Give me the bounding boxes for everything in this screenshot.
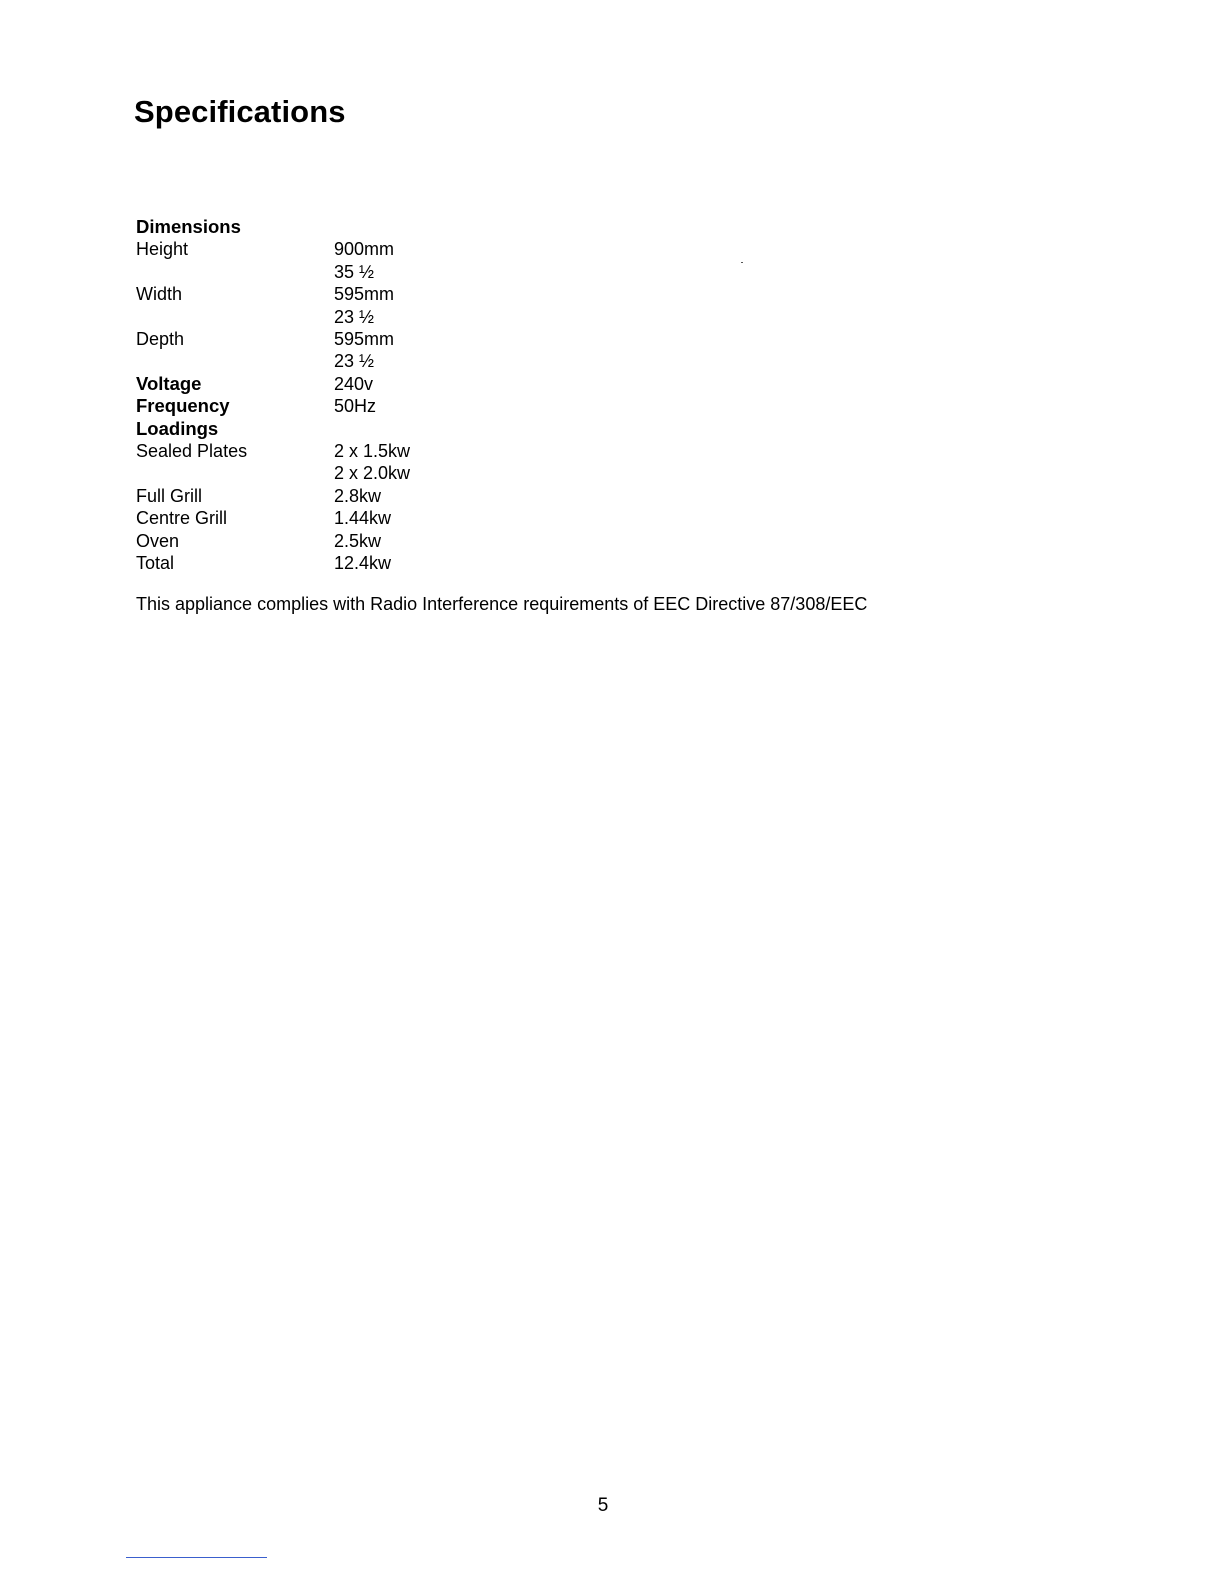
spec-value: 240v <box>334 373 374 394</box>
spec-value: 2.8kw <box>334 485 382 506</box>
spec-values <box>334 373 556 395</box>
spec-values <box>334 216 556 238</box>
spec-row <box>136 216 556 238</box>
spec-values <box>334 328 556 373</box>
spec-label: Sealed Plates <box>136 441 248 462</box>
spec-value: 35 ½ <box>334 261 375 282</box>
spec-values <box>334 283 556 328</box>
spec-row <box>136 283 556 328</box>
spec-row <box>136 418 556 440</box>
spec-value: 2 x 2.0kw <box>334 463 411 484</box>
spec-row <box>136 530 556 552</box>
spec-values <box>334 507 556 529</box>
spec-values <box>334 552 556 574</box>
spec-value: 12.4kw <box>334 553 392 574</box>
spec-label: Total <box>136 553 175 574</box>
spec-label: Full Grill <box>136 485 202 506</box>
spec-section-heading: Loadings <box>136 417 219 439</box>
spec-value: 23 ½ <box>334 351 375 372</box>
spec-values <box>334 530 556 552</box>
spec-section-heading: Frequency <box>136 395 230 417</box>
page-title: Specifications <box>134 94 346 129</box>
spec-value: 1.44kw <box>334 508 392 529</box>
spec-row <box>136 552 556 574</box>
bottom-rule-divider <box>126 1557 267 1558</box>
spec-value: 595mm <box>334 329 395 350</box>
spec-values <box>334 440 556 485</box>
spec-row <box>136 485 556 507</box>
spec-values <box>334 485 556 507</box>
spec-value: 2.5kw <box>334 530 382 551</box>
spec-section-heading: Dimensions <box>136 216 241 237</box>
page-number: 5 <box>597 1495 609 1516</box>
spec-row <box>136 238 556 283</box>
compliance-note: This appliance complies with Radio Interference requirements of EEC Directive 87/308/EEC <box>136 594 868 614</box>
spec-label: Width <box>136 284 183 305</box>
spec-values <box>334 238 556 283</box>
spec-row <box>136 395 556 417</box>
spec-values <box>334 418 556 440</box>
spec-section-heading: Voltage <box>136 372 202 394</box>
spec-value-empty <box>334 418 556 440</box>
spec-label: Depth <box>136 329 185 350</box>
spec-row <box>136 507 556 529</box>
spec-label: Centre Grill <box>136 508 228 529</box>
spec-label: Height <box>136 239 189 260</box>
spec-row <box>136 328 556 373</box>
spec-label: Oven <box>136 530 180 551</box>
spec-value: 23 ½ <box>334 306 375 327</box>
spec-row <box>136 440 556 485</box>
spec-value-empty <box>334 216 556 238</box>
spec-row <box>136 373 556 395</box>
spec-values <box>334 395 556 417</box>
spec-table <box>136 216 556 575</box>
spec-value: 900mm <box>334 239 395 260</box>
spec-value: 2 x 1.5kw <box>334 441 411 462</box>
scan-speck <box>741 262 743 263</box>
spec-value: 595mm <box>334 284 395 305</box>
spec-value: 50Hz <box>334 396 377 417</box>
